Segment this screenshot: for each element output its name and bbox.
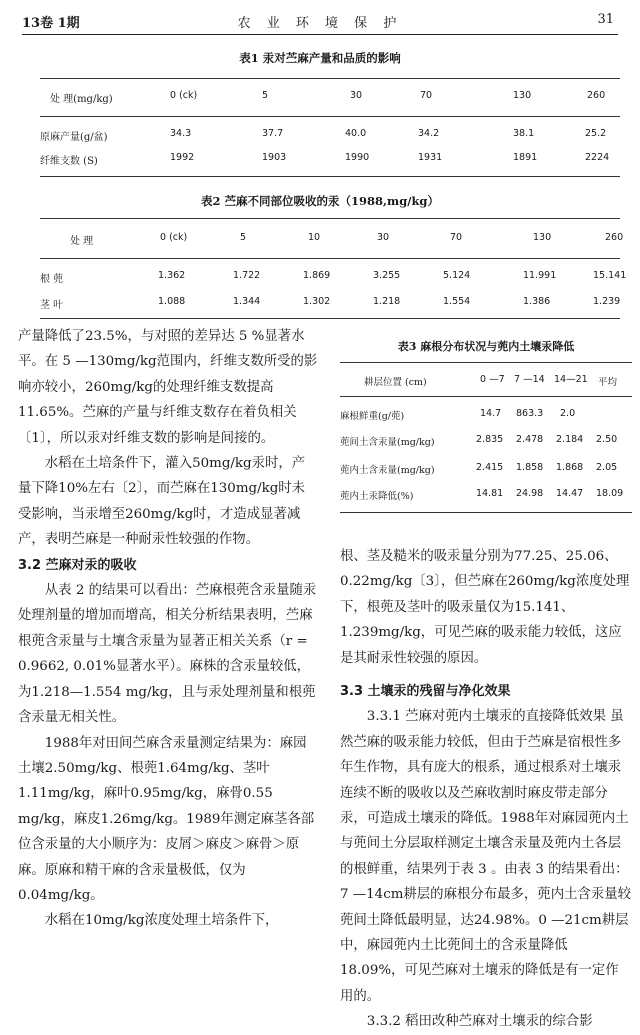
journal-title: 农 业 环 境 保 护	[237, 16, 403, 31]
table2-col: 10	[308, 232, 321, 243]
table-cell: 2224	[585, 152, 610, 163]
table-cell: 3.255	[373, 270, 401, 281]
table-cell: 863.3	[516, 408, 544, 419]
right-column-top	[340, 544, 632, 671]
table3-col: 平均	[598, 377, 618, 388]
table-cell: 1.554	[443, 296, 471, 307]
table-row	[340, 408, 632, 428]
table1-col: 0 (ck)	[170, 90, 198, 101]
table-cell: 14.7	[480, 408, 502, 419]
table2-col: 5	[240, 232, 247, 243]
table2-mid-rule	[40, 258, 620, 259]
table-cell: 25.2	[585, 128, 607, 139]
table1-top-rule	[40, 78, 620, 79]
section-heading: 3.2 苎麻对汞的吸收	[18, 557, 137, 573]
table-cell: 1.386	[523, 296, 551, 307]
table2-col: 260	[605, 232, 624, 243]
volume-issue: 13卷 1期	[22, 16, 80, 31]
row-label: 麻根鲜重(g/蔸)	[340, 411, 405, 422]
table1-header-label: 处 理(mg/kg)	[50, 94, 113, 105]
table-cell: 15.141	[593, 270, 627, 281]
paragraph: 根、茎及糙米的吸汞量分别为77.25、25.06、0.22mg/kg〔3〕，但苎麻在260mg/kg浓度处理下，根蔸及茎叶的吸汞量仅为15.141、1.239mg/kg，可见苎麻的吸汞能力较低，这应是其耐汞性较强的原因。	[340, 549, 630, 666]
row-label: 蔸内土汞降低(%)	[340, 491, 414, 502]
table-cell: 2.478	[516, 434, 544, 445]
table3-col: 14—21	[554, 374, 588, 385]
table-cell: 2.415	[476, 462, 504, 473]
table3-mid-rule	[340, 396, 632, 397]
table-cell: 1.362	[158, 270, 186, 281]
page-number: 31	[597, 12, 614, 27]
table2-col: 0 (ck)	[160, 232, 188, 243]
row-label: 根 蔸	[40, 274, 64, 285]
table-cell: 1.722	[233, 270, 261, 281]
table2-header-row	[40, 232, 624, 252]
table2-col: 70	[450, 232, 463, 243]
row-label: 原麻产量(g/盆)	[40, 132, 108, 143]
table-row	[340, 462, 632, 482]
table3-bottom-rule	[340, 512, 632, 513]
table3-top-rule	[340, 362, 632, 363]
table-cell: 1992	[170, 152, 195, 163]
table-cell: 14.47	[556, 488, 584, 499]
section-heading: 3.3 土壤汞的残留与净化效果	[340, 684, 511, 699]
table3-caption: 表3 麻根分布状况与蔸内土壤汞降低	[397, 340, 575, 353]
paragraph: 3.3.1 苎麻对蔸内土壤汞的直接降低效果 虽然苎麻的吸汞能力较低，但由于苎麻是宿根性多年生作物，具有庞大的根系，通过根系对土壤汞连续不断的吸收以及苎麻收割时麻皮带走部分汞，可造成土壤汞的降低。1988年对麻园蔸内土与蔸间土分层取样测定土壤含汞量及蔸内土各层的根鲜重，结果列于表 3 。由表 3 的结果看出：7 —14cm耕层的麻根分布最多，蔸内土含汞量较蔸间土降低最明显，达24.98%。0 —21cm耕层中，麻园蔸内土比蔸间土的含汞量降低18.09%，可见苎麻对土壤汞的降低是有一定作用的。	[340, 709, 632, 1004]
table1-col: 260	[587, 90, 606, 101]
table-cell: 2.0	[560, 408, 576, 419]
table-cell: 1931	[418, 152, 443, 163]
table2-bottom-rule	[40, 318, 620, 319]
table-row	[340, 434, 632, 454]
table-cell: 1.239	[593, 296, 621, 307]
table-cell: 1.088	[158, 296, 186, 307]
table-cell: 5.124	[443, 270, 471, 281]
paragraph: 产量降低了23.5%，与对照的差异达 5 %显著水平。在 5 —130mg/kg范围内，纤维支数所受的影响亦较小，260mg/kg的处理纤维支数提高11.65%。苎麻的产量与纤维支数存在着负相关〔1〕，所以汞对纤维支数的影响是间接的。	[18, 329, 318, 446]
table2-col: 30	[377, 232, 390, 243]
table-cell: 1.302	[303, 296, 331, 307]
table-cell: 2.50	[596, 434, 618, 445]
table2-header-label: 处 理	[70, 236, 94, 247]
right-column-bottom	[340, 679, 632, 1035]
table2-top-rule	[40, 218, 620, 219]
table-row	[40, 128, 620, 148]
table-cell: 34.3	[170, 128, 192, 139]
left-column	[18, 324, 318, 934]
row-label: 茎 叶	[40, 300, 64, 311]
table-cell: 1990	[345, 152, 370, 163]
table-cell: 1891	[513, 152, 538, 163]
table-cell: 1.868	[556, 462, 584, 473]
table1-caption: 表1 汞对苎麻产量和品质的影响	[239, 51, 401, 65]
table-row	[40, 296, 620, 316]
table-row	[340, 488, 632, 508]
table-cell: 37.7	[262, 128, 284, 139]
row-label: 蔸间土含汞量(mg/kg)	[340, 437, 435, 448]
paragraph: 水稻在10mg/kg浓度处理土培条件下，	[44, 913, 279, 929]
table-cell: 34.2	[418, 128, 440, 139]
table3-col: 7 —14	[514, 374, 545, 385]
table2-col: 130	[533, 232, 552, 243]
table-cell: 2.835	[476, 434, 504, 445]
table3-col: 0 —7	[480, 374, 505, 385]
table1-col: 70	[420, 90, 433, 101]
table-row	[40, 152, 620, 172]
paragraph: 水稻在土培条件下，灌入50mg/kg汞时，产量下降10%左右〔2〕，而苎麻在130mg/kg时未受影响，当汞增至260mg/kg时，才造成显著减产，表明苎麻是一种耐汞性较强的作物。	[18, 456, 306, 548]
paragraph: 3.3.2 稻田改种苎麻对土壤汞的综合影	[366, 1014, 593, 1030]
table-cell: 14.81	[476, 488, 504, 499]
row-label: 纤维支数 (S)	[40, 156, 98, 167]
table-cell: 1.869	[303, 270, 331, 281]
table2-caption: 表2 苎麻不同部位吸收的汞（1988,mg/kg）	[201, 194, 439, 208]
table3-header-row	[340, 374, 632, 394]
table3-header-label: 耕层位置 (cm)	[364, 377, 427, 388]
table-cell: 18.09	[596, 488, 624, 499]
table-cell: 1.858	[516, 462, 544, 473]
paragraph: 1988年对田间苎麻含汞量测定结果为：麻园土壤2.50mg/kg、根蔸1.64mg/kg、茎叶1.11mg/kg，麻叶0.95mg/kg，麻骨0.55 mg/kg，麻皮1.26mg/kg。1989年测定麻茎各部位含汞量的大小顺序为：皮屑＞麻皮＞麻骨＞原麻。原麻和精干麻的含汞量极低，仅为0.04mg/kg。	[18, 735, 315, 903]
table-cell: 2.05	[596, 462, 618, 473]
table1-col: 5	[262, 90, 269, 101]
table-cell: 1.218	[373, 296, 401, 307]
table-cell: 24.98	[516, 488, 544, 499]
table-cell: 38.1	[513, 128, 535, 139]
table1-bottom-rule	[40, 176, 620, 177]
paragraph: 从表 2 的结果可以看出：苎麻根蔸含汞量随汞处理剂量的增加而增高，相关分析结果表明，苎麻根蔸含汞量与土壤含汞量为显著正相关关系（r = 0.9662, 0.01%显著水平）。麻株的含汞量较低，为1.218—1.554 mg/kg，且与汞处理剂量和根蔸含汞量无相关性。	[18, 583, 317, 726]
table1-col: 30	[350, 90, 363, 101]
table-cell: 1903	[262, 152, 287, 163]
table1-col: 130	[513, 90, 532, 101]
table-cell: 11.991	[523, 270, 557, 281]
table-cell: 2.184	[556, 434, 584, 445]
running-header	[22, 8, 618, 35]
table1-header-row	[40, 90, 620, 110]
table1-mid-rule	[40, 116, 620, 117]
row-label: 蔸内土含汞量(mg/kg)	[340, 465, 435, 476]
table-cell: 1.344	[233, 296, 261, 307]
table-row	[40, 270, 627, 290]
table-cell: 40.0	[345, 128, 367, 139]
